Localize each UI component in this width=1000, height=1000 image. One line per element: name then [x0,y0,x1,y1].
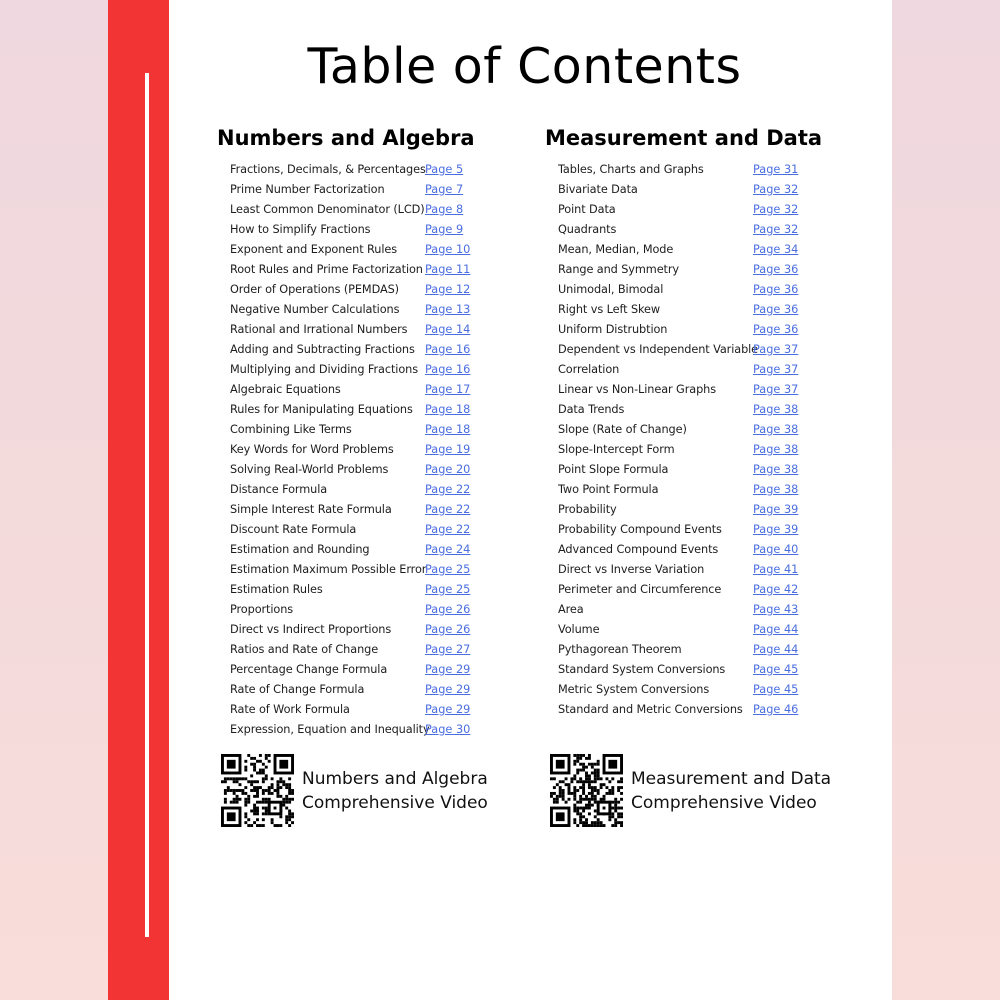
page-link[interactable]: Page 29 [425,682,471,696]
video-caption-line1: Numbers and Algebra [302,768,488,789]
page-link[interactable]: Page 20 [425,462,471,476]
toc-entry [558,499,822,519]
page-link[interactable]: Page 22 [425,482,471,496]
toc-entry-title: Probability Compound Events [558,522,722,536]
page-link[interactable]: Page 44 [753,642,799,656]
toc-entry [230,419,475,439]
section-heading: Numbers and Algebra [217,126,475,150]
red-side-band [108,0,169,1000]
toc-entry-title: How to Simplify Fractions [230,222,371,236]
page-link[interactable]: Page 37 [753,382,799,396]
toc-entry [558,519,822,539]
toc-entry [558,199,822,219]
page-link[interactable]: Page 24 [425,542,471,556]
page-link[interactable]: Page 29 [425,702,471,716]
page-link[interactable]: Page 34 [753,242,799,256]
page-link[interactable]: Page 26 [425,622,471,636]
page-link[interactable]: Page 8 [425,202,464,216]
page-link[interactable]: Page 11 [425,262,471,276]
toc-entry [558,399,822,419]
page-link[interactable]: Page 25 [425,582,471,596]
toc-entry-title: Distance Formula [230,482,328,496]
page-link[interactable]: Page 18 [425,402,471,416]
toc-entry [558,159,822,179]
toc-entry [558,299,822,319]
page-link[interactable]: Page 16 [425,342,471,356]
toc-entry-title: Range and Symmetry [558,262,680,276]
page-link[interactable]: Page 36 [753,262,799,276]
page-title: Table of Contents [307,38,742,95]
toc-entry [230,479,475,499]
page-link[interactable]: Page 43 [753,602,799,616]
toc-entry-title: Standard and Metric Conversions [558,702,743,716]
toc-entry-title: Area [558,602,584,616]
toc-entry-title: Direct vs Indirect Proportions [230,622,392,636]
toc-entry-title: Simple Interest Rate Formula [230,502,392,516]
measurement-data-video-link[interactable] [550,754,831,827]
toc-entry [558,319,822,339]
qr-code-icon[interactable] [550,754,623,827]
toc-entry-title: Adding and Subtracting Fractions [230,342,415,356]
toc-entry [230,679,475,699]
toc-entry [230,699,475,719]
toc-entry-title: Point Slope Formula [558,462,669,476]
page-link[interactable]: Page 10 [425,242,471,256]
page-link[interactable]: Page 40 [753,542,799,556]
video-caption-line2: Comprehensive Video [631,792,817,813]
toc-entry [230,399,475,419]
toc-entry [230,499,475,519]
toc-entry [558,359,822,379]
page-link[interactable]: Page 32 [753,182,799,196]
toc-entry [230,179,475,199]
page-link[interactable]: Page 39 [753,502,799,516]
toc-entry-title: Root Rules and Prime Factorization [230,262,423,276]
toc-entry-title: Dependent vs Independent Variable [558,342,759,356]
toc-entry [230,219,475,239]
toc-entry-title: Correlation [558,362,620,376]
toc-entry-title: Metric System Conversions [558,682,710,696]
toc-entry [230,619,475,639]
toc-entry [230,719,475,739]
toc-entry [558,339,822,359]
toc-entry-title: Estimation Rules [230,582,323,596]
toc-entry-title: Estimation Maximum Possible Error [230,562,427,576]
toc-entry-title: Estimation and Rounding [230,542,370,556]
toc-entry [558,579,822,599]
decorative-white-line [145,73,149,937]
toc-entry-title: Linear vs Non-Linear Graphs [558,382,716,396]
toc-entry [558,639,822,659]
toc-entry-title: Two Point Formula [558,482,659,496]
page-link[interactable]: Page 38 [753,422,799,436]
toc-entry-title: Prime Number Factorization [230,182,385,196]
toc-entry [558,619,822,639]
toc-entry [558,279,822,299]
toc-entry [558,419,822,439]
page-link[interactable]: Page 25 [425,562,471,576]
page-link[interactable]: Page 7 [425,182,464,196]
page-link[interactable]: Page 26 [425,602,471,616]
toc-entry-title: Multiplying and Dividing Fractions [230,362,418,376]
page-link[interactable]: Page 32 [753,202,799,216]
toc-entry [230,279,475,299]
toc-entry-title: Unimodal, Bimodal [558,282,664,296]
section-measurement-and-data [545,124,822,719]
toc-entry [230,579,475,599]
page-link[interactable]: Page 29 [425,662,471,676]
toc-entry-title: Slope-Intercept Form [558,442,675,456]
toc-entry-title: Expression, Equation and Inequality [230,722,430,736]
toc-entry [558,539,822,559]
toc-entry [230,559,475,579]
toc-entry-title: Point Data [558,202,616,216]
toc-entry [230,359,475,379]
toc-entry-title: Uniform Distrubtion [558,322,668,336]
video-caption-line2: Comprehensive Video [302,792,488,813]
page-link[interactable]: Page 36 [753,302,799,316]
page-link[interactable]: Page 13 [425,302,471,316]
toc-entry-title: Fractions, Decimals, & Percentages [230,162,426,176]
toc-entry-title: Least Common Denominator (LCD) [230,202,425,216]
toc-list [545,159,822,719]
toc-entry [558,559,822,579]
toc-entry [230,439,475,459]
page-link[interactable]: Page 44 [753,622,799,636]
toc-entry [230,519,475,539]
toc-entry [558,659,822,679]
page-link[interactable]: Page 12 [425,282,471,296]
page-link[interactable]: Page 36 [753,322,799,336]
toc-entry-title: Rational and Irrational Numbers [230,322,408,336]
page-link[interactable]: Page 22 [425,502,471,516]
toc-entry-title: Advanced Compound Events [558,542,719,556]
toc-entry-title: Tables, Charts and Graphs [558,162,704,176]
toc-entry [230,299,475,319]
video-caption [302,767,488,815]
toc-entry-title: Rate of Change Formula [230,682,365,696]
page-link[interactable]: Page 37 [753,342,799,356]
page-link[interactable]: Page 18 [425,422,471,436]
toc-entry-title: Volume [558,622,600,636]
page-link[interactable]: Page 30 [425,722,471,736]
toc-entry [558,379,822,399]
page-link[interactable]: Page 32 [753,222,799,236]
toc-entry-title: Perimeter and Circumference [558,582,722,596]
toc-entry-title: Standard System Conversions [558,662,726,676]
page-link[interactable]: Page 45 [753,682,799,696]
page-link[interactable]: Page 41 [753,562,799,576]
page-link[interactable]: Page 38 [753,402,799,416]
toc-entry [230,659,475,679]
toc-entry-title: Discount Rate Formula [230,522,357,536]
toc-entry [230,599,475,619]
page-link[interactable]: Page 27 [425,642,471,656]
qr-code-icon[interactable] [221,754,294,827]
toc-entry [558,179,822,199]
toc-entry [558,259,822,279]
toc-entry-title: Rules for Manipulating Equations [230,402,413,416]
toc-entry-title: Direct vs Inverse Variation [558,562,705,576]
toc-entry-title: Mean, Median, Mode [558,242,674,256]
page-link[interactable]: Page 5 [425,162,464,176]
page-link[interactable]: Page 42 [753,582,799,596]
page-link[interactable]: Page 14 [425,322,471,336]
toc-entry [230,239,475,259]
page-link[interactable]: Page 16 [425,362,471,376]
video-caption [631,767,831,815]
toc-entry [230,639,475,659]
page-link[interactable]: Page 38 [753,482,799,496]
toc-entry-title: Key Words for Word Problems [230,442,394,456]
toc-entry [230,159,475,179]
toc-entry [230,539,475,559]
toc-entry [558,439,822,459]
toc-entry [558,219,822,239]
page-link[interactable]: Page 39 [753,522,799,536]
section-heading: Measurement and Data [545,126,823,150]
page-link[interactable]: Page 19 [425,442,471,456]
toc-page [169,0,892,1000]
toc-entry-title: Ratios and Rate of Change [230,642,379,656]
toc-entry-title: Order of Operations (PEMDAS) [230,282,399,296]
toc-entry [230,259,475,279]
toc-entry [230,319,475,339]
toc-entry-title: Negative Number Calculations [230,302,400,316]
toc-entry [558,679,822,699]
toc-entry-title: Right vs Left Skew [558,302,661,316]
page-link[interactable]: Page 36 [753,282,799,296]
toc-entry [558,459,822,479]
toc-entry-title: Percentage Change Formula [230,662,388,676]
page-link[interactable]: Page 46 [753,702,799,716]
toc-entry [558,699,822,719]
numbers-algebra-video-link[interactable] [221,754,488,827]
toc-entry-title: Pythagorean Theorem [558,642,682,656]
toc-entry-title: Algebraic Equations [230,382,341,396]
section-numbers-and-algebra [217,124,475,739]
toc-entry-title: Solving Real-World Problems [230,462,389,476]
page-link[interactable]: Page 17 [425,382,471,396]
toc-entry-title: Combining Like Terms [230,422,352,436]
page-link[interactable]: Page 38 [753,462,799,476]
page-link[interactable]: Page 38 [753,442,799,456]
page-link[interactable]: Page 9 [425,222,464,236]
toc-entry [230,339,475,359]
toc-entry [558,479,822,499]
toc-entry-title: Slope (Rate of Change) [558,422,687,436]
page-link[interactable]: Page 22 [425,522,471,536]
toc-entry [230,379,475,399]
toc-entry [558,599,822,619]
page-link[interactable]: Page 31 [753,162,799,176]
video-caption-line1: Measurement and Data [631,768,832,789]
toc-entry-title: Data Trends [558,402,625,416]
toc-entry-title: Quadrants [558,222,617,236]
toc-entry [230,199,475,219]
toc-entry [558,239,822,259]
toc-entry-title: Bivariate Data [558,182,638,196]
page-link[interactable]: Page 45 [753,662,799,676]
toc-entry-title: Probability [558,502,617,516]
toc-list [217,159,475,739]
toc-entry-title: Proportions [230,602,294,616]
toc-entry-title: Exponent and Exponent Rules [230,242,398,256]
page-link[interactable]: Page 37 [753,362,799,376]
toc-entry-title: Rate of Work Formula [230,702,350,716]
toc-entry [230,459,475,479]
